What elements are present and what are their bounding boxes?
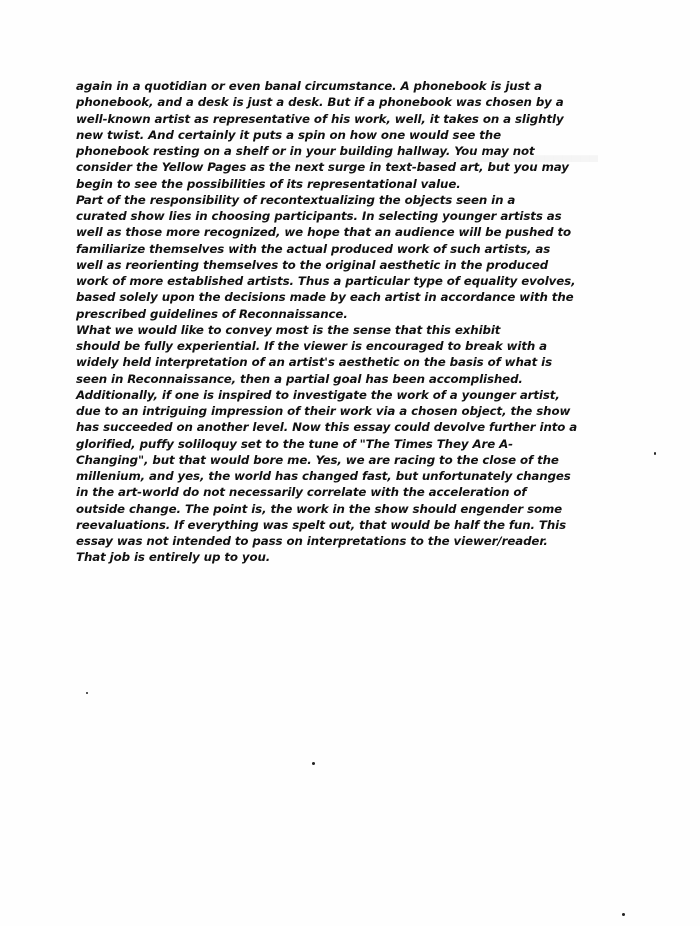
essay-text [76, 78, 581, 566]
paragraph-1: again in a quotidian or even banal circumstance. A phonebook is just a phonebook, and a desk is just a desk. But if a phonebook was chosen by a well-known artist as representative of his work, well, it takes on a slightly new twist. And certainly it puts a spin on how one would see the phonebook resting on a shelf or in your building hallway. You may not consider the Yellow Pages as the next surge in text-based art, but you may begin to see the possibilities of its representational value. [76, 79, 569, 191]
scan-speck [654, 452, 656, 455]
paragraph-2: Part of the responsibility of recontextualizing the objects seen in a curated show lies in choosing participants. In selecting younger artists as well as those more recognized, we hope that an audience will be pushed to familiarize themselves with the actual produced work of such artists, as well as reorienting themselves to the original aesthetic in the produced work of more established artists. Thus a particular type of equality evolves, based solely upon the decisions made by each artist in accordance with the prescribed guidelines of Reconnaissance. [76, 192, 576, 321]
scan-speck [86, 692, 88, 694]
scan-speck [622, 913, 625, 916]
paragraph-3: What we would like to convey most is the sense that this exhibit should be fully experiential. If the viewer is encouraged to break with a widely held interpretation of an artist's aesthetic on the basis of what is seen in Reconnaissance, then a partial goal has been accomplished. Additionally, if one is inspired to investigate the work of a younger artist, due to an intriguing impression of their work via a chosen object, the show has succeeded on another level. Now this essay could devolve further into a glorified, puffy soliloquy set to the tune of "The Times They Are A- Changing", but that would bore me. Yes, we are racing to the close of the millenium, and yes, the world has changed fast, but unfortunately changes in the art-world do not necessarily correlate with the acceleration of outside change. The point is, the work in the show should engender some reevaluations. If everything was spelt out, that would be half the fun. This essay was not intended to pass on interpretations to the viewer/reader. That job is entirely up to you. [76, 322, 578, 565]
scan-speck [312, 762, 315, 765]
